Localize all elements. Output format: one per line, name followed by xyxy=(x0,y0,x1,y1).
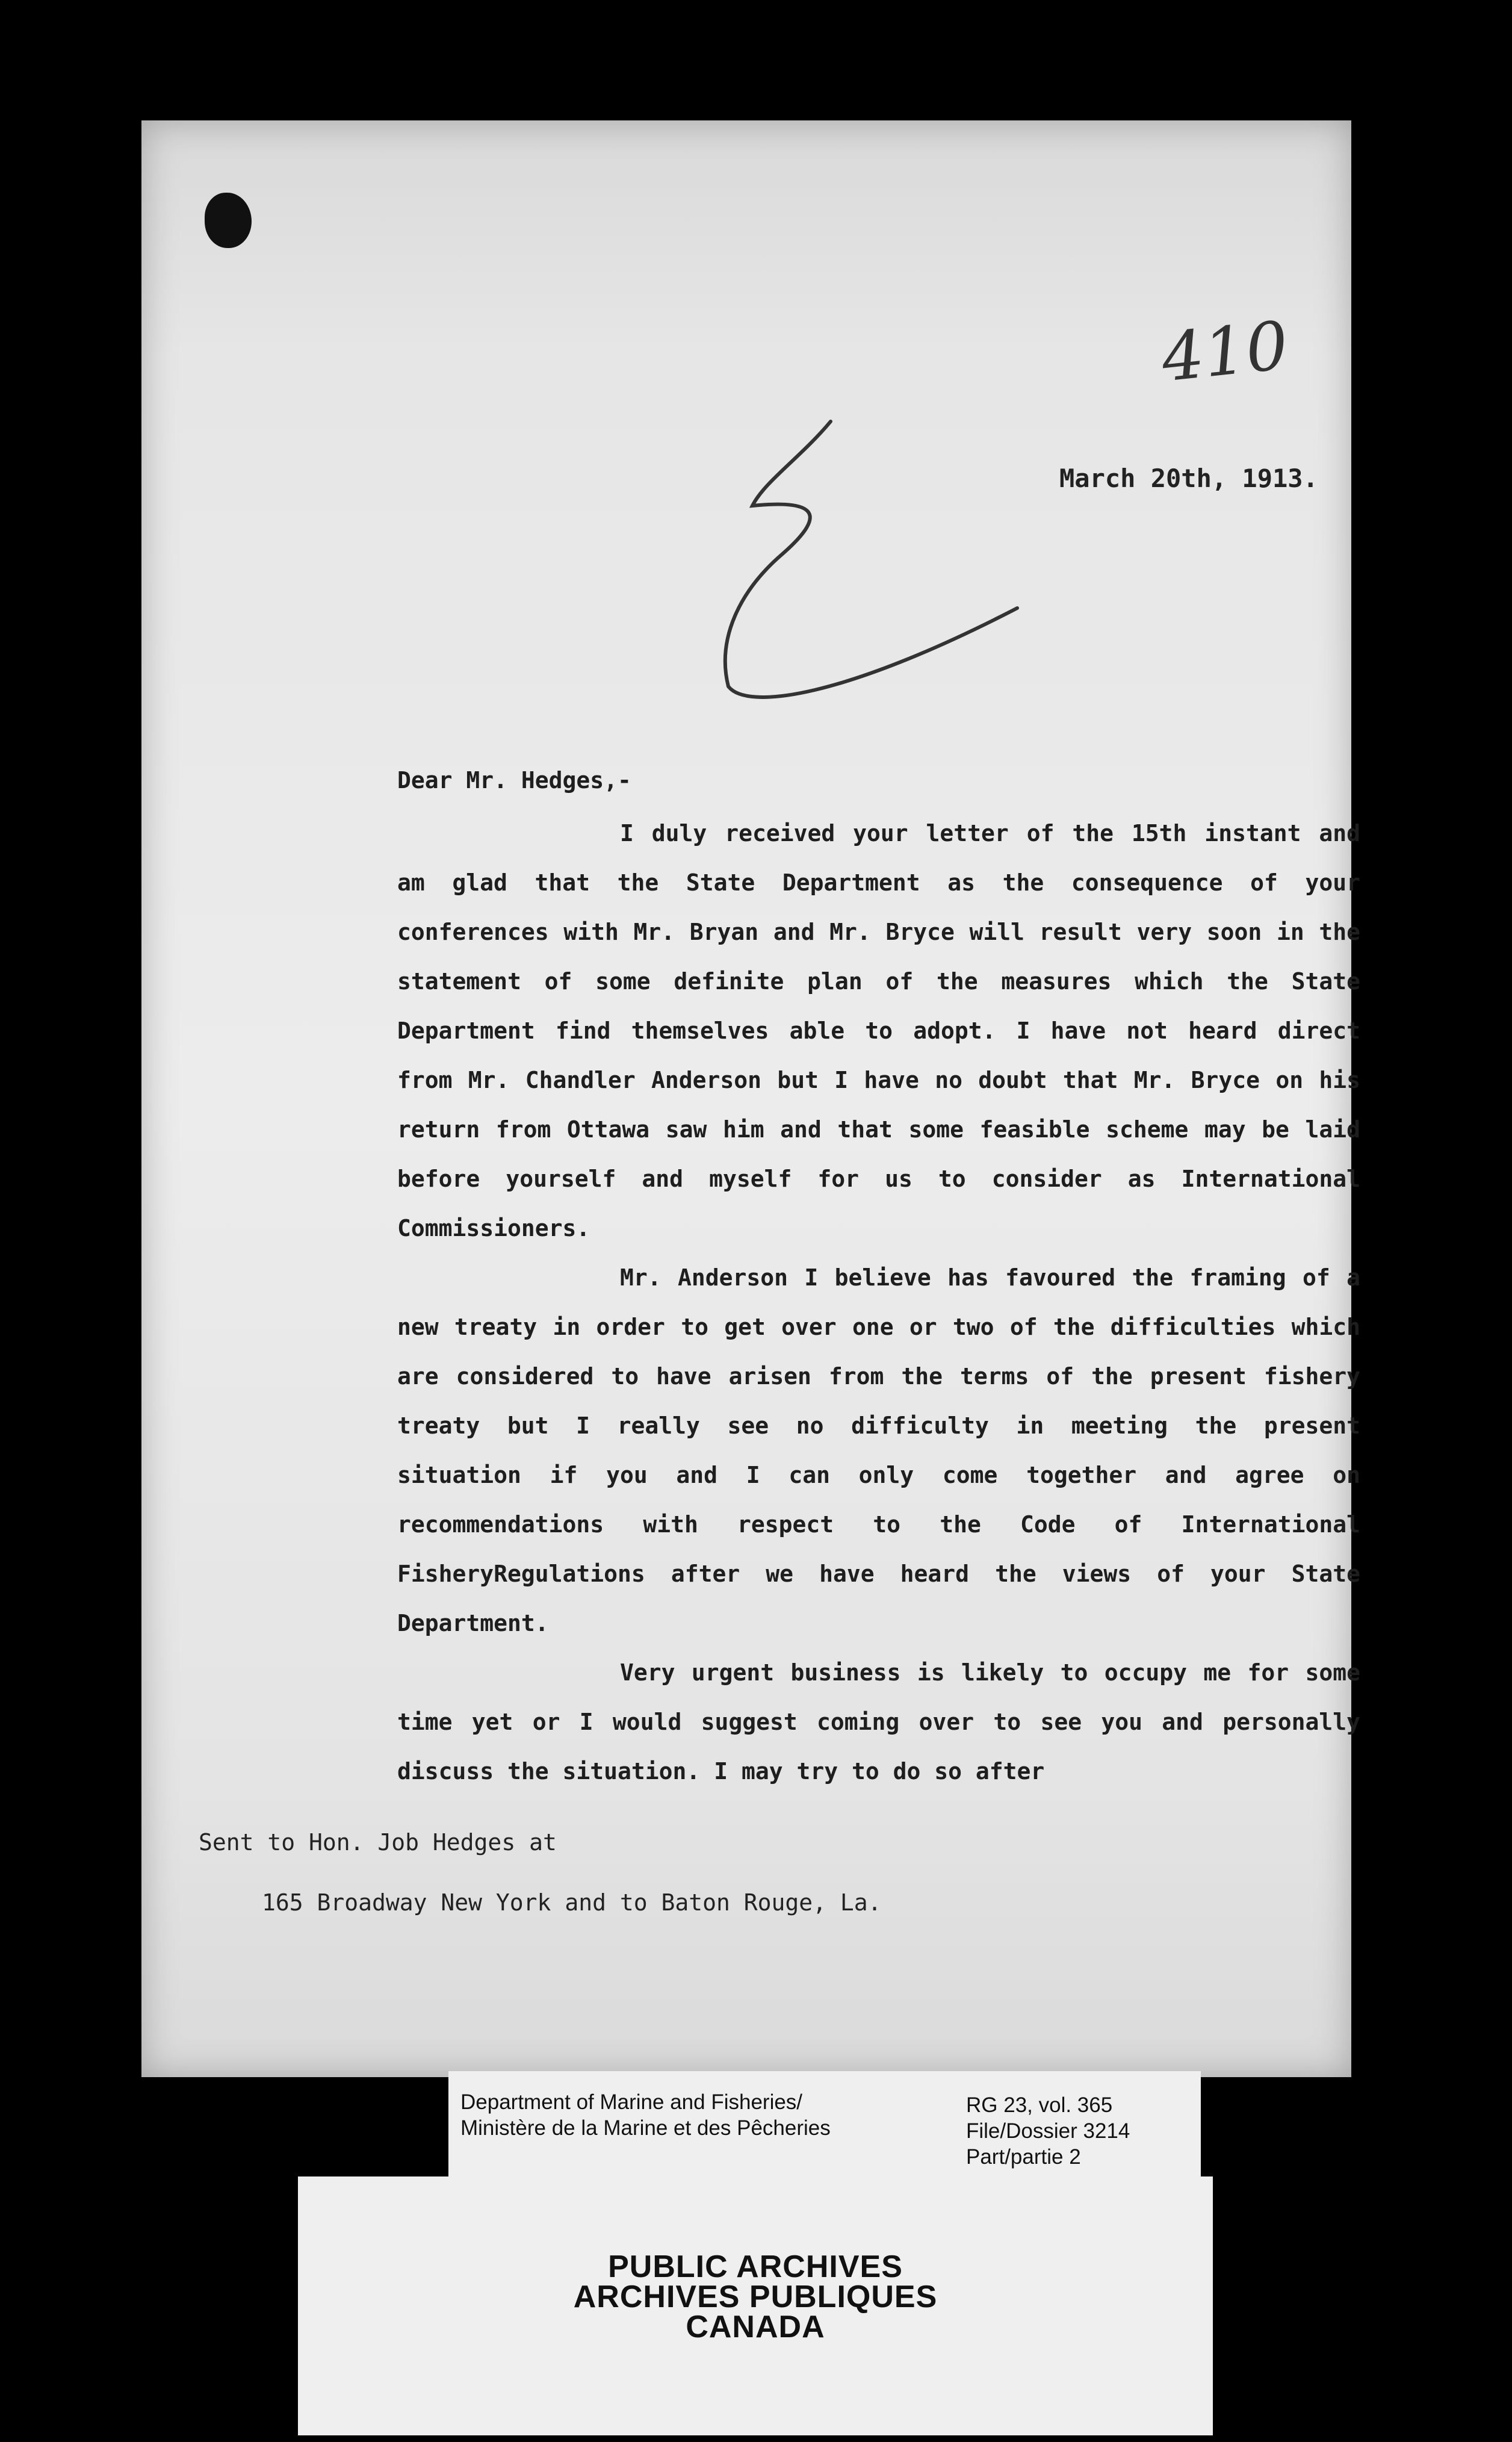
sent-note-line-2: 165 Broadway New York and to Baton Rouge, La. xyxy=(262,1889,882,1916)
letter-date: March 20th, 1913. xyxy=(1059,464,1318,493)
letter-body xyxy=(397,756,1360,1796)
handwritten-page-number: 410 xyxy=(1157,306,1292,397)
department-en: Department of Marine and Fisheries/ xyxy=(460,2090,803,2114)
archives-line-1: PUBLIC ARCHIVES xyxy=(608,2249,903,2284)
archives-stamp xyxy=(298,2249,1213,2344)
archives-line-3: CANADA xyxy=(686,2310,825,2344)
department-name xyxy=(460,2089,831,2141)
record-group: RG 23, vol. 365 xyxy=(966,2093,1113,2117)
sent-note-line-1: Sent to Hon. Job Hedges at xyxy=(199,1829,557,1856)
salutation: Dear Mr. Hedges,- xyxy=(397,767,631,794)
handwritten-mark xyxy=(692,409,1029,735)
department-fr: Ministère de la Marine et des Pêcheries xyxy=(460,2116,831,2140)
paragraph-3: Very urgent business is likely to occupy me for some time yet or I would suggest coming over to see you and personally discuss the situation. I may try to do so after xyxy=(397,1659,1360,1785)
archive-reference xyxy=(966,2092,1130,2170)
part-number: Part/partie 2 xyxy=(966,2145,1081,2169)
punch-hole xyxy=(205,193,252,248)
paragraph-1: I duly received your letter of the 15th instant and am glad that the State Department as the consequence of your conferences with Mr. Bryan and Mr. Bryce will result very soon in the statement of some definite plan of the measures which the State Department find themselves able to adopt. I have not heard direct from Mr. Chandler Anderson but I have no doubt that Mr. Bryce on his return from Ottawa saw him and that some feasible scheme may be laid before yourself and myself for us to consider as International Commissioners. xyxy=(397,820,1360,1241)
file-number: File/Dossier 3214 xyxy=(966,2119,1130,2143)
archives-line-2: ARCHIVES PUBLIQUES xyxy=(573,2279,938,2314)
paragraph-2: Mr. Anderson I believe has favoured the framing of a new treaty in order to get over one or two of the difficulties which are considered to have arisen from the terms of the present fishery treaty but I really see no difficulty in meeting the present situation if you and I can only come together and agree on recommendations with respect to the Code of International FisheryRegulations after we have heard the views of your State Department. xyxy=(397,1264,1360,1636)
